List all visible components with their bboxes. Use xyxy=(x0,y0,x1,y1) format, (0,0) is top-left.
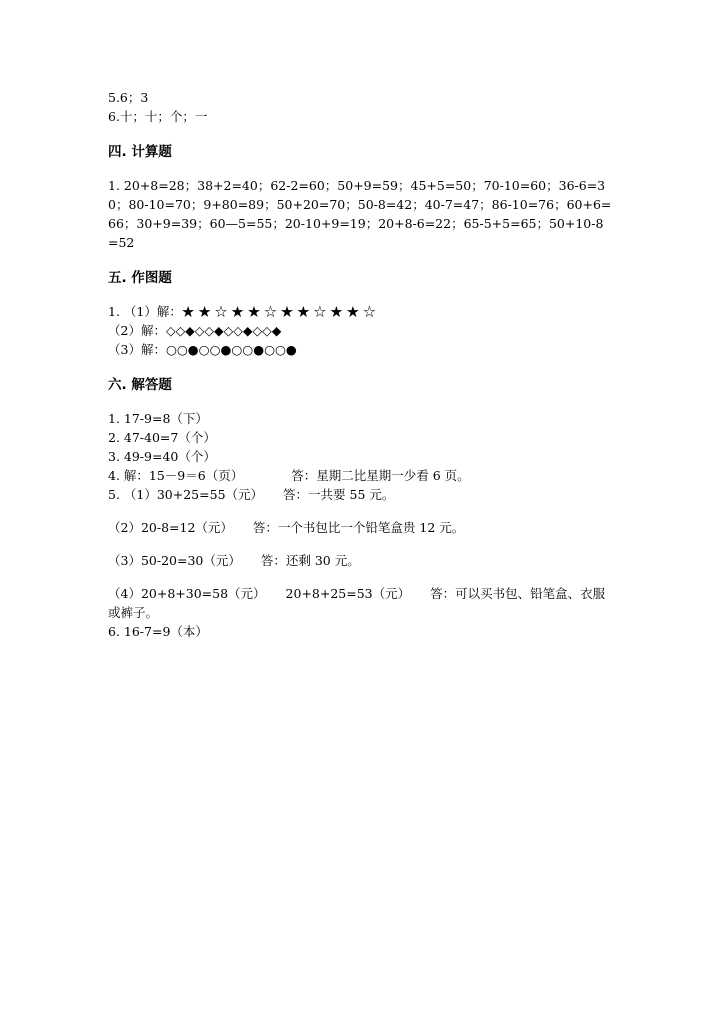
solution-5-4-calc-1: （4）20+8+30=58（元） xyxy=(108,586,266,601)
section-4-answer-1: 1. 20+8=28；38+2=40；62-2=60；50+9=59；45+5=50；70-10=60；36-6=30；80-10=70；9+80=89；50+20=70；50-8=42；40-7=47；86-10=76；60+6=66；30+9=39；60—5=55；20-10+9=19；20+8-6=22；65-5+5=65；50+10-8=52 xyxy=(108,178,612,250)
solution-6: 6. 16-7=9（本） xyxy=(108,624,208,639)
solution-5-4 xyxy=(108,584,613,622)
section-4-heading: 四. 计算题 xyxy=(108,144,172,160)
answer-6: 6.十；十；个；一 xyxy=(108,109,208,124)
solution-3: 3. 49-9=40（个） xyxy=(108,449,216,464)
solution-4-calc: 4. 解：15－9＝6（页） xyxy=(108,468,244,483)
section-6-heading: 六. 解答题 xyxy=(108,377,172,393)
solution-5-2-answer: 答：一个书包比一个铅笔盒贵 12 元。 xyxy=(252,520,465,535)
solution-5-1-answer: 答：一共要 55 元。 xyxy=(283,487,395,502)
solution-4-answer: 答：星期二比星期一少看 6 页。 xyxy=(291,468,470,483)
drawing-answer-1 xyxy=(108,302,613,321)
solution-4 xyxy=(108,466,613,485)
drawing-answer-2-label: （2）解： xyxy=(108,323,166,338)
drawing-answer-3 xyxy=(108,340,613,359)
circle-pattern: ○○●○○●○○●○○● xyxy=(165,342,297,357)
solution-5-4-answer: 答：可以买书包、铅笔盒、衣服或裤子。 xyxy=(108,586,606,620)
answer-5: 5.6；3 xyxy=(108,90,149,105)
star-pattern: ★ ★ ☆ ★ ★ ☆ ★ ★ ☆ ★ ★ ☆ xyxy=(181,304,376,319)
solution-1: 1. 17-9=8（下） xyxy=(108,411,208,426)
solution-2: 2. 47-40=7（个） xyxy=(108,430,216,445)
solution-5-4-calc-2: 20+8+25=53（元） xyxy=(285,586,411,601)
diamond-pattern: ◇◇◆◇◇◆◇◇◆◇◇◆ xyxy=(165,323,282,338)
section-5-heading: 五. 作图题 xyxy=(108,270,172,286)
solution-5-1 xyxy=(108,485,613,504)
solution-5-3-calc: （3）50-20=30（元） xyxy=(108,553,241,568)
drawing-answer-3-label: （3）解： xyxy=(108,342,166,357)
drawing-answer-1-label: 1. （1）解： xyxy=(108,304,182,319)
solution-5-3-answer: 答：还剩 30 元。 xyxy=(260,553,360,568)
solution-5-1-calc: 5. （1）30+25=55（元） xyxy=(108,487,264,502)
solution-5-2-calc: （2）20-8=12（元） xyxy=(108,520,233,535)
solution-5-3 xyxy=(108,551,613,570)
answer-sheet xyxy=(108,88,613,641)
drawing-answer-2 xyxy=(108,321,613,340)
solution-5-2 xyxy=(108,518,613,537)
